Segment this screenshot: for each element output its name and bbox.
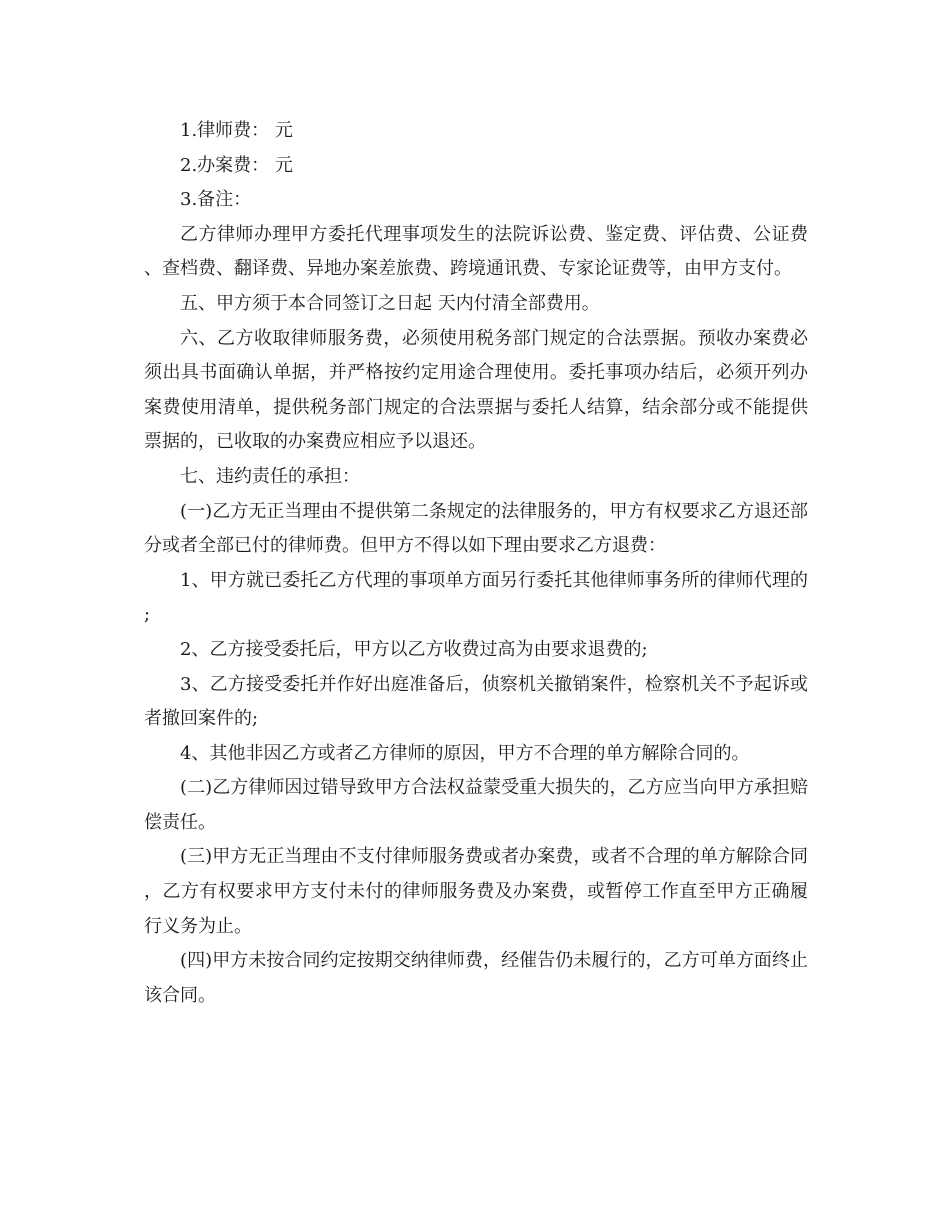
clause-seven-item-4: (四)甲方未按合同约定按期交纳律师费，经催告仍未履行的，乙方可单方面终止该合同。 (144, 950, 808, 1006)
fee-item-case-fee: 2.办案费： 元 (180, 154, 293, 176)
clause-seven-heading: 七、违约责任的承担： (180, 465, 360, 487)
fee-item-lawyer-fee: 1.律师费： 元 (180, 120, 293, 141)
remarks-paragraph: 乙方律师办理甲方委托代理事项发生的法院诉讼费、鉴定费、评估费、公证费、查档费、翻译费、异地办案差旅费、跨境通讯费、专家论证费等，由甲方支付。 (144, 223, 808, 280)
refund-exception-1: 1、甲方就已委托乙方代理的事项单方面另行委托其他律师事务所的律师代理的; (144, 569, 808, 626)
clause-seven-item-1: (一)乙方无正当理由不提供第二条规定的法律服务的，甲方有权要求乙方退还部分或者全部已付的律师费。但甲方不得以如下理由要求乙方退费： (144, 500, 808, 557)
document-body (144, 114, 808, 1013)
clause-five: 五、甲方须于本合同签订之日起 天内付清全部费用。 (180, 292, 600, 314)
refund-exception-4: 4、其他非因乙方或者乙方律师的原因，甲方不合理的单方解除合同的。 (180, 742, 750, 764)
clause-seven-item-3: (三)甲方无正当理由不支付律师服务费或者办案费，或者不合理的单方解除合同，乙方有权要求甲方支付未付的律师服务费及办案费，或暂停工作直至甲方正确履行义务为止。 (144, 846, 808, 937)
clause-seven-item-2: (二)乙方律师因过错导致甲方合法权益蒙受重大损失的，乙方应当向甲方承担赔偿责任。 (144, 777, 808, 833)
refund-exception-2: 2、乙方接受委托后，甲方以乙方收费过高为由要求退费的; (180, 638, 648, 660)
fee-item-remarks: 3.备注： (180, 189, 252, 211)
refund-exception-3: 3、乙方接受委托并作好出庭准备后，侦察机关撤销案件，检察机关不予起诉或者撤回案件的; (144, 673, 808, 730)
clause-six: 六、乙方收取律师服务费，必须使用税务部门规定的合法票据。预收办案费必须出具书面确认单据，并严格按约定用途合理使用。委托事项办结后，必须开列办案费使用清单，提供税务部门规定的合法票据与委托人结算，结余部分或不能提供票据的，已收取的办案费应相应予以退还。 (144, 327, 808, 453)
